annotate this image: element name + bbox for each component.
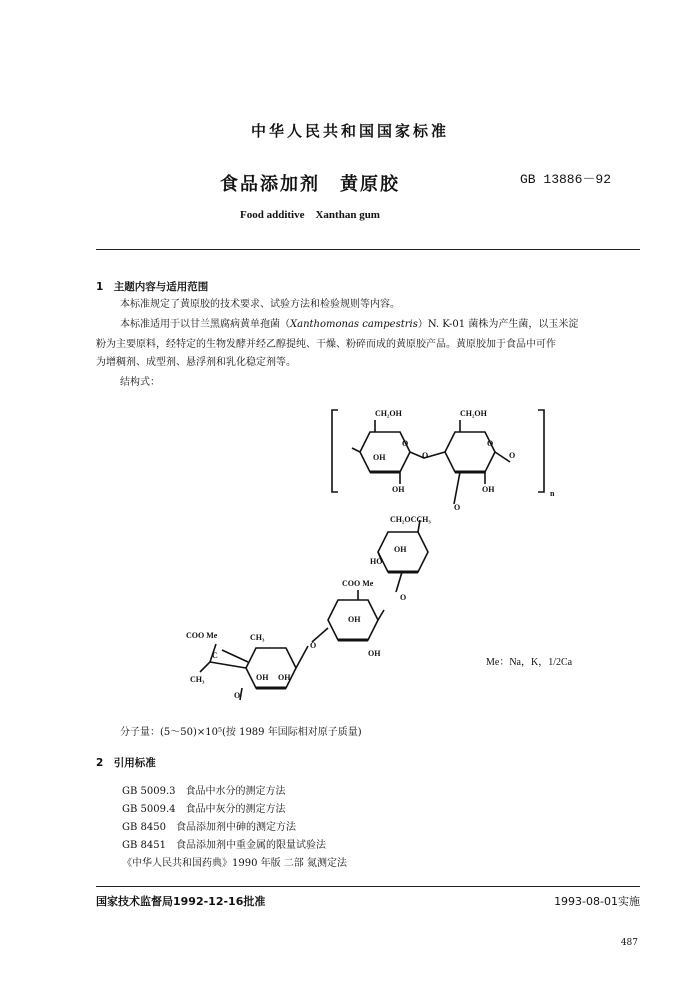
ring4-oh-lower: OH <box>368 649 381 658</box>
counter-ion-note: Me：Na，K，1/2Ca <box>486 657 573 668</box>
repeat-unit-n: n <box>550 489 555 498</box>
ring4-coo-me: COO Me <box>342 579 374 588</box>
implementation-date: 1993-08-01实施 <box>554 895 640 908</box>
reference-item: 《中华人民共和国药典》1990 年版 二部 氮测定法 <box>122 858 347 869</box>
document-title-cn: 食品添加剂 黄原胶 <box>220 174 400 195</box>
glycosidic-oxygen-2: O <box>509 451 516 460</box>
footer-rule <box>96 886 640 887</box>
ring5-oh-right: OH <box>278 673 291 682</box>
section-1-para-1: 本标准规定了黄原胶的技术要求、试验方法和检验规则等内容。 <box>120 299 400 310</box>
pyruvate-carbon: C <box>212 651 218 660</box>
section-1-para-2-line-2: 粉为主要原料，经特定的生物发酵并经乙醇提纯、干燥、粉碎而成的黄原胶产品。黄原胶加于食品中可作 <box>96 339 556 350</box>
structure-label: 结构式： <box>120 377 160 388</box>
standard-number: GB 13886－92 <box>520 172 612 187</box>
ring5-oxygen: O <box>234 691 241 700</box>
page-number: 487 <box>620 938 638 948</box>
pyruvate-ch3-upper: CH₃ <box>250 633 265 642</box>
reference-item: GB 8451 食品添加剂中重金属的限量试验法 <box>122 840 326 851</box>
reference-item: GB 5009.3 食品中水分的测定方法 <box>122 786 286 797</box>
section-1-para-2: 本标准适用于以甘兰黑腐病黄单孢菌（Xanthomonas campestris）N. K-01 菌株为产生菌，以玉米淀 <box>120 319 579 330</box>
glycosidic-oxygen-5: O <box>310 641 317 650</box>
ring1-oh: OH <box>373 453 386 462</box>
reference-item: GB 8450 食品添加剂中砷的测定方法 <box>122 822 296 833</box>
ring2-oxygen: O <box>487 439 494 448</box>
ring5-oh: OH <box>256 673 269 682</box>
pyruvate-coo-me: COO Me <box>186 631 218 640</box>
glycosidic-oxygen-4: O <box>400 593 407 602</box>
approval-date: 国家技术监督局1992-12-16批准 <box>96 895 266 908</box>
ring2-ch2oh: CH₂OH <box>460 409 487 418</box>
ring4-oh: OH <box>348 615 361 624</box>
ring3-oh: OH <box>394 545 407 554</box>
ring1-oxygen: O <box>402 439 409 448</box>
reference-item: GB 5009.4 食品中灰分的测定方法 <box>122 804 286 815</box>
section-1-heading: 1 主题内容与适用范围 <box>96 281 209 293</box>
ring1-oh-lower: OH <box>392 485 405 494</box>
glycosidic-oxygen-1: O <box>422 451 429 460</box>
header-rule <box>96 249 640 250</box>
issuing-organization: 中华人民共和国国家标准 <box>250 122 449 140</box>
ring3-ho: HO <box>370 557 383 566</box>
acetyl-group: CH₂OCCH₃ <box>390 515 431 524</box>
document-title-en: Food additive Xanthan gum <box>240 209 380 221</box>
ring1-ch2oh: CH₂OH <box>375 409 402 418</box>
ring2-oh-lower: OH <box>482 485 495 494</box>
section-2-heading: 2 引用标准 <box>96 757 156 769</box>
pyruvate-ch3-lower: CH₃ <box>190 675 205 684</box>
molecular-weight: 分子量：(5～50)×10⁵(按 1989 年国际相对原子质量) <box>120 727 362 738</box>
section-1-para-2-line-3: 为增稠剂、成型剂、悬浮剂和乳化稳定剂等。 <box>96 357 296 368</box>
glycosidic-oxygen-3: O <box>454 503 461 512</box>
